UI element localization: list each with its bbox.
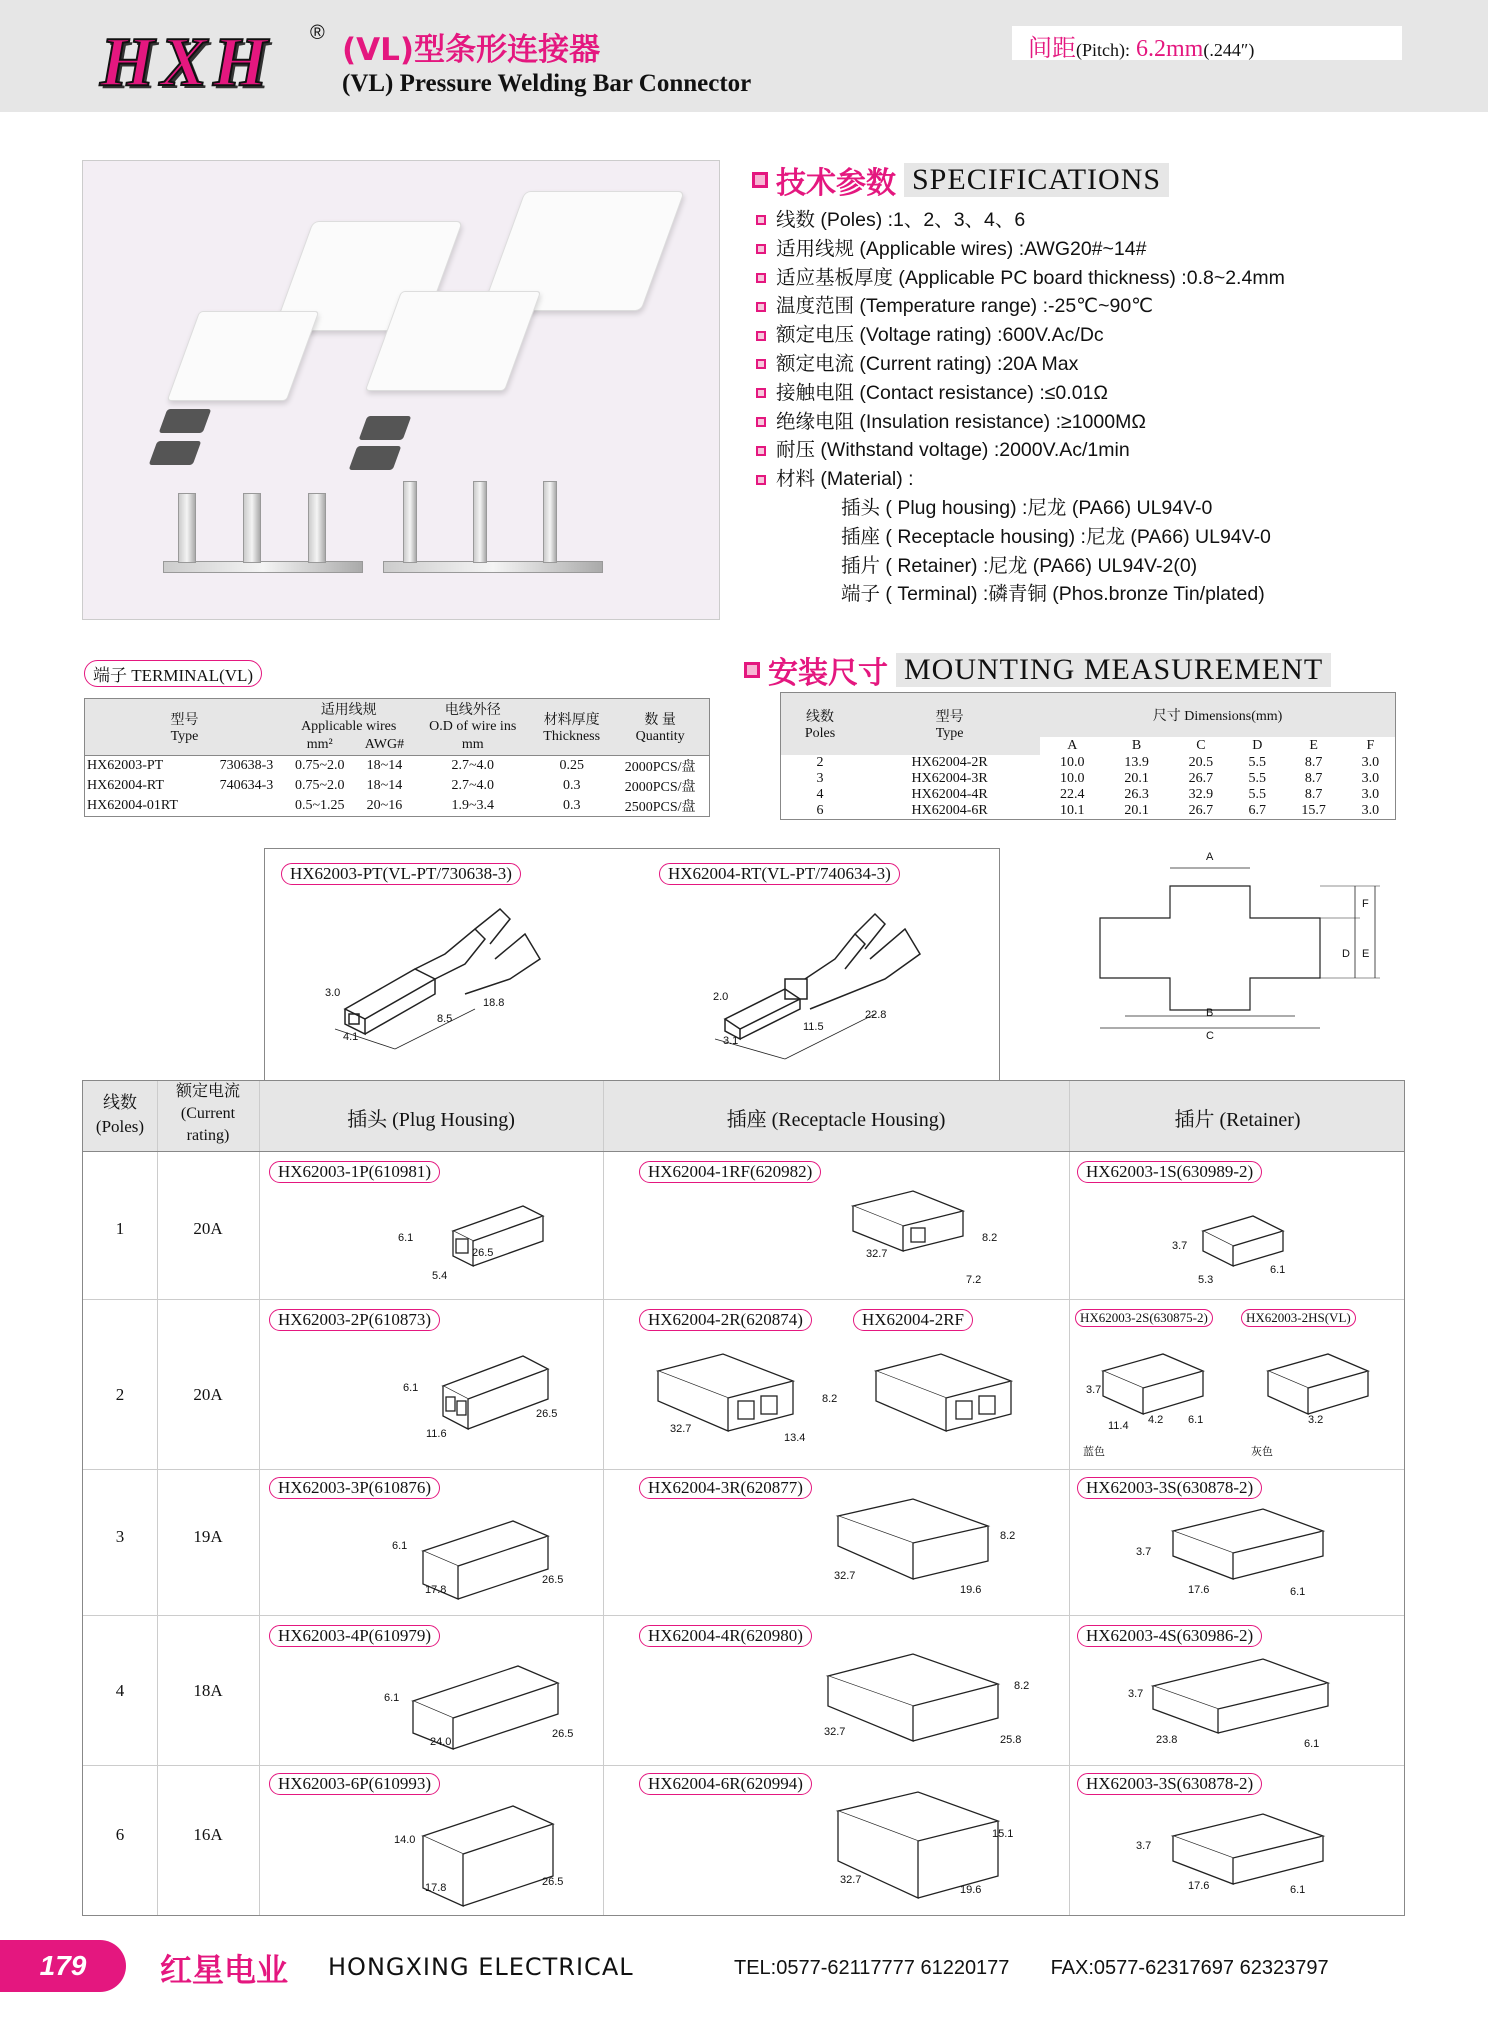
plug-dimension-label: 26.5 — [542, 1574, 564, 1586]
current-value: 16A — [193, 1825, 223, 1844]
plug-dimension-label: 5.4 — [432, 1270, 448, 1282]
dim-label: 11.5 — [803, 1021, 824, 1033]
ret-dimension-label: 3.7 — [1136, 1546, 1152, 1558]
pitch-en: (Pitch): — [1076, 40, 1130, 60]
bullet-icon — [756, 359, 766, 369]
ret-dimension-label: 6.1 — [1188, 1414, 1204, 1426]
receptacle-part-label: HX62004-4R(620980) — [639, 1625, 812, 1647]
pt-terminal-drawing — [325, 899, 585, 1069]
th-od-mm: mm — [461, 736, 484, 752]
rec-dimension-label: 32.7 — [834, 1570, 856, 1582]
poles-value: 1 — [115, 1219, 125, 1238]
page-number: 179 — [0, 1940, 126, 1992]
spec-row — [756, 292, 1285, 321]
rec-dimension-label: 25.8 — [1000, 1734, 1022, 1746]
th-type: 型号 Type — [170, 712, 199, 744]
specs-title-cn: 技术参数 — [776, 166, 896, 201]
ret-dimension-label: 11.4 — [1108, 1420, 1129, 1432]
terminal-label — [84, 660, 262, 687]
spec-text: 绝缘电阻 (Insulation resistance) :≥1000MΩ — [776, 410, 1146, 433]
retainer-part-label: HX62003-2S(630875-2) — [1075, 1309, 1213, 1327]
bullet-icon — [756, 388, 766, 398]
color-note: 蓝色 — [1083, 1445, 1105, 1458]
terminal-photo — [178, 493, 196, 563]
th-awg: AWG# — [364, 736, 405, 752]
rec-dimension-label: 15.1 — [992, 1828, 1014, 1840]
rec-dimension-label: 19.6 — [960, 1884, 982, 1896]
receptacle-part-label: HX62004-2R(620874) — [639, 1309, 812, 1331]
receptacle-part-label: HX62004-1RF(620982) — [639, 1161, 821, 1183]
bullet-icon — [756, 215, 766, 225]
registered-mark: ® — [310, 22, 325, 44]
current-value: 19A — [193, 1527, 223, 1546]
spec-row — [756, 264, 1285, 293]
ret-dimension-label: 6.1 — [1290, 1884, 1306, 1896]
rec-dimension-label: 32.7 — [840, 1874, 862, 1886]
rec-dimension-label: 32.7 — [670, 1423, 692, 1435]
bullet-icon — [756, 331, 766, 341]
footer-contact — [734, 1957, 1329, 1980]
retainer-photo-4 — [349, 446, 402, 470]
mounting-title-cn: 安装尺寸 — [768, 656, 888, 691]
retainer-part-label: HX62003-2HS(VL) — [1241, 1309, 1356, 1327]
retainer-part-label: HX62003-1S(630989-2) — [1077, 1161, 1262, 1183]
bullet-icon — [756, 475, 766, 485]
spec-text: 材料 (Material) : — [776, 468, 914, 491]
spec-text: 额定电流 (Current rating) :20A Max — [776, 352, 1079, 375]
specs-title-en: SPECIFICATIONS — [904, 163, 1169, 197]
rec-dimension-label: 13.4 — [784, 1432, 806, 1444]
th-type: 型号 Type — [935, 709, 964, 741]
plug-part-label: HX62003-6P(610993) — [269, 1773, 440, 1795]
spec-row — [756, 436, 1285, 465]
th-mm: mm² — [306, 736, 333, 752]
plug-1p-drawing — [443, 1191, 573, 1281]
poles-value: 4 — [115, 1681, 125, 1700]
ret-dimension-label: 17.6 — [1188, 1584, 1210, 1596]
ret-dimension-label: 3.7 — [1128, 1688, 1144, 1700]
plug-dimension-label: 6.1 — [384, 1692, 400, 1704]
retainer-part-label: HX62003-4S(630986-2) — [1077, 1625, 1262, 1647]
poles-value: 6 — [115, 1825, 125, 1844]
retainer-photo-2 — [149, 441, 202, 465]
ret-dimension-label: 3.7 — [1172, 1240, 1188, 1252]
th-quantity: 数 量 Quantity — [635, 712, 685, 744]
th-retainer: 插片 (Retainer) — [1174, 1109, 1301, 1131]
material-item: 端子 ( Terminal) :磷青铜 (Phos.bronze Tin/plated) — [841, 583, 1265, 606]
rt-label: HX62004-RT(VL-PT/740634-3) — [659, 863, 900, 885]
plug-photo-1 — [167, 311, 320, 401]
current-value: 18A — [193, 1681, 223, 1700]
pitch-cn: 间距 — [1028, 36, 1076, 62]
dim-label-b: B — [1206, 1007, 1214, 1019]
brand-logo: HXH — [100, 24, 274, 101]
product-table — [82, 1080, 1405, 1916]
dim-label-a: A — [1206, 851, 1214, 863]
table-row: HX62004-01RT 0.5~1.25 20~16 1.9~3.4 0.3 2500PCS/盘 — [87, 797, 696, 815]
specs-title — [752, 158, 1169, 202]
terminal-photo — [243, 493, 261, 563]
square-bullet-icon — [744, 662, 760, 678]
plug-part-label: HX62003-2P(610873) — [269, 1309, 440, 1331]
table-row: 2 HX62004-2R 10.0 13.9 20.5 5.5 8.7 3.0 — [816, 754, 1380, 770]
mounting-title — [744, 648, 1331, 692]
plug-dimension-label: 17.8 — [425, 1584, 447, 1596]
spec-row — [756, 408, 1285, 437]
plug-2p-drawing — [433, 1341, 573, 1441]
dim-label: 2.0 — [713, 991, 729, 1003]
ret-dimension-label: 6.1 — [1270, 1264, 1286, 1276]
th-plug: 插头 (Plug Housing) — [347, 1109, 515, 1131]
th-current: 额定电流 (Current rating) — [175, 1083, 240, 1144]
plug-dimension-label: 6.1 — [392, 1540, 408, 1552]
table-row: 6 HX62004-6R 10.1 20.1 26.7 6.7 15.7 3.0 — [816, 802, 1380, 818]
rec-dimension-label: 8.2 — [982, 1232, 998, 1244]
title-cn: (VL)型条形连接器 — [342, 32, 601, 68]
mounting-table: 线数 Poles 型号 Type 尺寸 Dimensions(mm) A B C D E F 2 HX62004-2R 10.0 13.9 20.5 5.5 8.7 3.0 3 HX62004-3R 10.0 20.1 26.7 5.5 8.7 3.0 4 HX62004-4R 22.4 26.3 32.9 5.5 8.7 3.0 6 HX62004-6R 10.1 20.1 26.7 6.7 15.7 3.0 — [780, 692, 1396, 820]
plug-part-label: HX62003-1P(610981) — [269, 1161, 440, 1183]
ret-dimension-label: 6.1 — [1290, 1586, 1306, 1598]
poles-value: 2 — [115, 1385, 125, 1404]
receptacle-part-label: HX62004-3R(620877) — [639, 1477, 812, 1499]
spec-text: 线数 (Poles) :1、2、3、4、6 — [776, 209, 1026, 231]
plug-dimension-label: 6.1 — [403, 1382, 419, 1394]
dim-label: 4.1 — [343, 1031, 359, 1043]
plug-dimension-label: 17.8 — [425, 1882, 447, 1894]
plug-part-label: HX62003-3P(610876) — [269, 1477, 440, 1499]
retainer-part-label: HX62003-3S(630878-2) — [1077, 1477, 1262, 1499]
spec-list — [756, 206, 1285, 609]
th-dimensions: 尺寸 Dimensions(mm) — [1152, 708, 1283, 724]
bullet-icon — [756, 273, 766, 283]
bullet-icon — [756, 302, 766, 312]
receptacle-6r-drawing — [823, 1786, 1013, 1911]
terminal-photo — [308, 493, 326, 563]
plug-dimension-label: 26.5 — [542, 1876, 564, 1888]
dim-label: 18.8 — [483, 997, 505, 1009]
color-note: 灰色 — [1251, 1445, 1273, 1458]
ret-dimension-label: 3.2 — [1308, 1414, 1324, 1426]
dim-label-d: D — [1342, 948, 1350, 960]
terminal-drawings — [264, 848, 1000, 1080]
pitch-value: 6.2mm — [1136, 36, 1204, 62]
spec-text: 适用线规 (Applicable wires) :AWG20#~14# — [776, 237, 1147, 260]
rec-dimension-label: 32.7 — [824, 1726, 846, 1738]
table-row: 4 HX62004-4R 22.4 26.3 32.9 5.5 8.7 3.0 — [816, 786, 1380, 802]
rec-dimension-label: 8.2 — [822, 1393, 838, 1405]
pitch-inch: (.244″) — [1203, 40, 1255, 60]
th-poles: 线数 (Poles) — [95, 1093, 145, 1136]
plug-dimension-label: 26.5 — [536, 1408, 558, 1420]
th-thickness: 材料厚度 Thickness — [543, 712, 601, 744]
square-bullet-icon — [752, 172, 768, 188]
spec-text: 额定电压 (Voltage rating) :600V.Ac/Dc — [776, 324, 1104, 347]
spec-text: 适应基板厚度 (Applicable PC board thickness) :0.8~2.4mm — [776, 266, 1285, 289]
rec-dimension-label: 32.7 — [866, 1248, 888, 1260]
retainer-part-label: HX62003-3S(630878-2) — [1077, 1773, 1262, 1795]
rec-dimension-label: 7.2 — [966, 1274, 982, 1286]
material-item: 插座 ( Receptacle housing) :尼龙 (PA66) UL94V-0 — [841, 525, 1271, 548]
spec-row — [756, 465, 1285, 494]
terminal-photo — [473, 481, 487, 563]
spec-text: 耐压 (Withstand voltage) :2000V.Ac/1min — [776, 439, 1130, 462]
dim-label: 8.5 — [437, 1013, 453, 1025]
receptacle-part-label: HX62004-2RF — [853, 1309, 973, 1331]
bullet-icon — [756, 446, 766, 456]
dim-label: 22.8 — [865, 1009, 887, 1021]
spec-row — [756, 235, 1285, 264]
plug-dimension-label: 24.0 — [430, 1736, 452, 1748]
pitch-box — [1012, 26, 1402, 60]
poles-value: 3 — [115, 1527, 125, 1546]
mounting-title-en: MOUNTING MEASUREMENT — [896, 653, 1331, 687]
terminal-photo — [403, 481, 417, 563]
receptacle-4r-drawing — [813, 1646, 1013, 1756]
table-row: HX62003-PT 730638-3 0.75~2.0 18~14 2.7~4.0 0.25 2000PCS/盘 — [87, 757, 696, 775]
rt-terminal-drawing — [705, 899, 965, 1069]
material-item: 插头 ( Plug housing) :尼龙 (PA66) UL94V-0 — [841, 496, 1213, 519]
dim-label: 3.0 — [325, 987, 341, 999]
receptacle-2rf-drawing — [861, 1346, 1031, 1456]
plug-dimension-label: 26.5 — [552, 1728, 574, 1740]
plug-dimension-label: 26.5 — [472, 1247, 494, 1259]
terminal-photo — [543, 481, 557, 563]
material-item: 插片 ( Retainer) :尼龙 (PA66) UL94V-2(0) — [841, 554, 1198, 577]
ret-dimension-label: 3.7 — [1086, 1384, 1102, 1396]
retainer-photo-3 — [359, 416, 412, 440]
th-receptacle: 插座 (Receptacle Housing) — [726, 1109, 946, 1131]
ret-dimension-label: 5.3 — [1198, 1274, 1214, 1286]
pt-label: HX62003-PT(VL-PT/730638-3) — [281, 863, 521, 885]
rec-dimension-label: 8.2 — [1014, 1680, 1030, 1692]
th-poles: 线数 Poles — [804, 709, 836, 741]
ret-dimension-label: 3.7 — [1136, 1840, 1152, 1852]
plug-dimension-label: 14.0 — [394, 1834, 416, 1846]
dim-label: 3.1 — [723, 1035, 739, 1047]
terminal-label-text: 端子 TERMINAL(VL) — [84, 660, 262, 687]
ret-dimension-label: 17.6 — [1188, 1880, 1210, 1892]
ret-dimension-label: 23.8 — [1156, 1734, 1178, 1746]
current-value: 20A — [193, 1385, 223, 1404]
receptacle-1rf-drawing — [843, 1186, 993, 1281]
footer-company-en: HONGXING ELECTRICAL — [328, 1953, 634, 1981]
dim-label-e: E — [1362, 948, 1370, 960]
product-photo — [82, 160, 720, 620]
table-row: 3 HX62004-3R 10.0 20.1 26.7 5.5 8.7 3.0 — [816, 770, 1380, 786]
table-row: HX62004-RT 740634-3 0.75~2.0 18~14 2.7~4.0 0.3 2000PCS/盘 — [87, 777, 696, 795]
ret-dimension-label: 4.2 — [1148, 1414, 1164, 1426]
receptacle-part-label: HX62004-6R(620994) — [639, 1773, 812, 1795]
bullet-icon — [756, 244, 766, 254]
th-od: 电线外径 O.D of wire ins — [429, 703, 517, 734]
current-value: 20A — [193, 1219, 223, 1238]
rec-dimension-label: 19.6 — [960, 1584, 982, 1596]
spec-row — [756, 379, 1285, 408]
footer-company-cn: 红星电业 — [160, 1951, 289, 1989]
retainer-photo-1 — [159, 409, 212, 433]
dim-label-c: C — [1206, 1030, 1214, 1042]
spec-row — [756, 206, 1285, 235]
terminal-table — [84, 698, 710, 817]
footer-tel: TEL:0577-62117777 61220177 — [734, 1957, 1010, 1979]
retainer-1s-drawing — [1193, 1211, 1313, 1281]
plug-part-label: HX62003-4P(610979) — [269, 1625, 440, 1647]
plug-dimension-label: 11.6 — [426, 1428, 447, 1440]
spec-row — [756, 350, 1285, 379]
rec-dimension-label: 8.2 — [1000, 1530, 1016, 1542]
ret-dimension-label: 6.1 — [1304, 1738, 1320, 1750]
spec-text: 温度范围 (Temperature range) :-25℃~90℃ — [776, 295, 1154, 318]
th-wires: 适用线规 Applicable wires — [301, 703, 397, 734]
title-en: (VL) Pressure Welding Bar Connector — [342, 70, 752, 97]
plug-dimension-label: 6.1 — [398, 1232, 414, 1244]
footer-fax: FAX:0577-62317697 62323797 — [1050, 1957, 1329, 1979]
dim-label-f: F — [1362, 898, 1369, 910]
spec-text: 接触电阻 (Contact resistance) :≤0.01Ω — [776, 381, 1108, 404]
bullet-icon — [756, 417, 766, 427]
spec-row — [756, 321, 1285, 350]
